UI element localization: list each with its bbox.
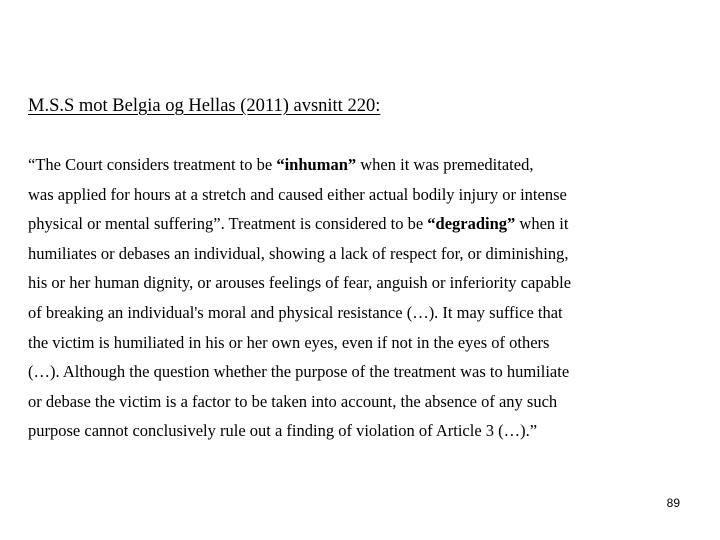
quote-line-6: of breaking an individual's moral and physical resistance (…). It may suffice that <box>28 302 563 322</box>
slide-title: M.S.S mot Belgia og Hellas (2011) avsnitt 220: <box>28 96 381 116</box>
quote-line-3 <box>28 209 708 239</box>
quote-line-1-start: “The Court considers treatment to be <box>28 155 277 174</box>
page-number: 89 <box>666 496 680 510</box>
quote-line-1 <box>28 150 708 180</box>
term-degrading: “degrading” <box>427 214 516 234</box>
quote-line-3-start: physical or mental suffering”. Treatment is considered to be <box>28 214 428 234</box>
quote-line-1-end: when it was premeditated, <box>356 155 534 174</box>
quote-line-10: purpose cannot conclusively rule out a finding of violation of Article 3 (…).” <box>28 421 538 441</box>
quote-line-5: his or her human dignity, or arouses feelings of fear, anguish or inferiority capable <box>28 273 572 293</box>
court-quote <box>28 150 708 446</box>
quote-line-4: humiliates or debases an individual, showing a lack of respect for, or diminishing, <box>28 243 569 263</box>
quote-line-2: was applied for hours at a stretch and caused either actual bodily injury or intense <box>28 184 567 204</box>
quote-line-9: or debase the victim is a factor to be taken into account, the absence of any such <box>28 391 558 411</box>
quote-line-3-end: when it <box>515 214 569 234</box>
quote-line-7: the victim is humiliated in his or her own eyes, even if not in the eyes of others <box>28 332 550 352</box>
term-inhuman: “inhuman” <box>276 155 357 174</box>
quote-line-8: (…). Although the question whether the purpose of the treatment was to humiliate <box>28 362 570 382</box>
